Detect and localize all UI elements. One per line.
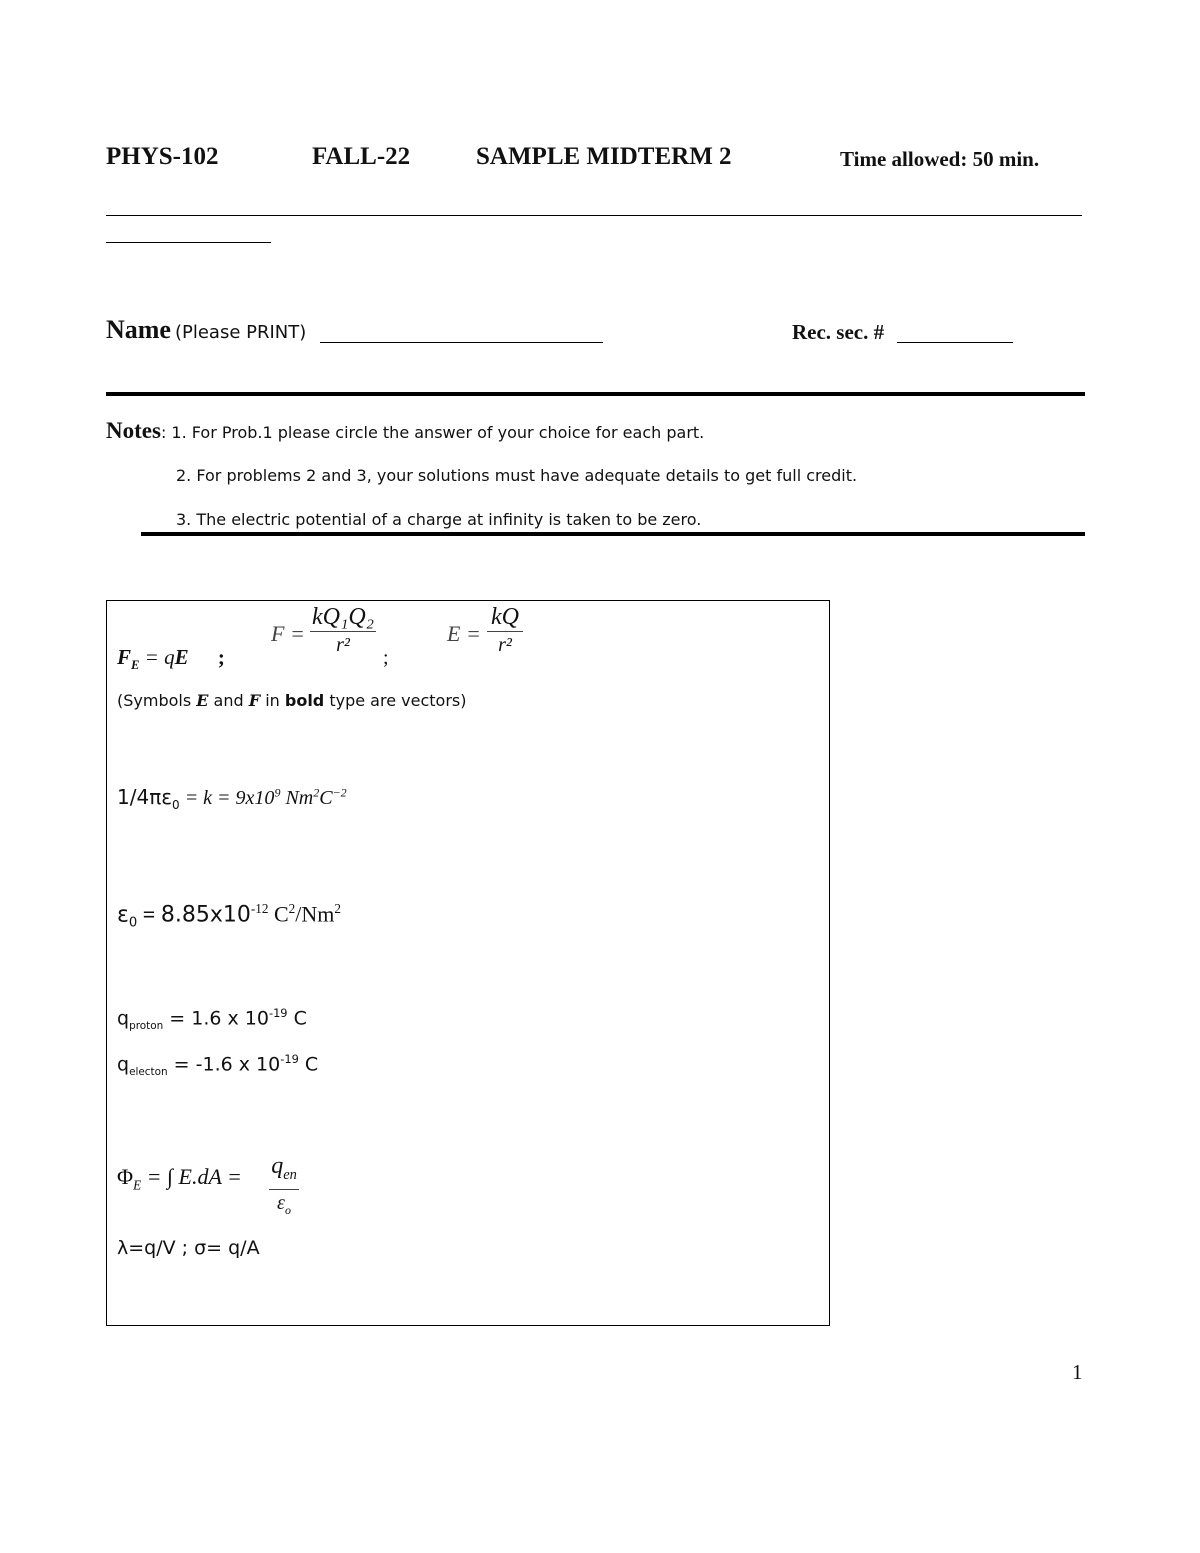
header-divider-short (106, 242, 271, 243)
notes-row-1: Notes: 1. For Prob.1 please circle the answer of your choice for each part. (106, 418, 705, 443)
name-hint: (Please PRINT) (174, 322, 307, 343)
formula-box (106, 600, 830, 1326)
note-3: 3. The electric potential of a charge at infinity is taken to be zero. (176, 510, 702, 529)
name-row (106, 315, 306, 345)
note-2: 2. For problems 2 and 3, your solutions must have adequate details to get full credit. (176, 466, 858, 485)
proton-charge: $q_{proton} = 1.6$ x $10^{-19}$ C (117, 1006, 307, 1033)
term: FALL-22 (312, 143, 411, 170)
separator: ; (383, 647, 389, 669)
field-fraction: kQ r² (487, 604, 523, 657)
coulomb-lhs: F = (271, 621, 305, 646)
page-number: 1 (1072, 1360, 1083, 1384)
time-allowed: Time allowed: 50 min. (840, 147, 1040, 171)
name-field[interactable] (320, 342, 603, 343)
coulomb-fraction: kQ₁Q₂ r² (311, 604, 374, 656)
coulomb-constant: $1/4\pi\varepsilon_0 = k = 9x10^9$ $Nm^2C^{-2}$ (117, 785, 347, 812)
field-lhs: E = (447, 621, 481, 646)
gauss-law-fraction: $q_{en}$ $\varepsilon_o$ (269, 1153, 299, 1222)
course-code: PHYS-102 (106, 143, 219, 170)
rec-sec-label: Rec. sec. # (792, 320, 885, 344)
force-field-eq: $F_E$ = qE ; (117, 645, 225, 673)
thick-divider (106, 392, 1085, 396)
vector-note: (Symbols E and F in bold type are vectors) (117, 691, 467, 710)
header-divider (106, 215, 1082, 216)
gauss-law-lhs: $\Phi_E$ = ∫ E.dA = (117, 1164, 242, 1193)
rec-sec-field[interactable] (897, 342, 1013, 343)
note-1: 1. For Prob.1 please circle the answer of your choice for each part. (171, 423, 705, 442)
permittivity: $\varepsilon_0 = 8.85x10^{-12}$ $C^2/Nm^2$ (117, 901, 341, 931)
electron-charge: $q_{electon} = -1.6$ x $10^{-19}$ C (117, 1052, 319, 1079)
charge-densities: λ=q/V ; σ= q/A (117, 1237, 260, 1259)
name-label: Name (106, 315, 171, 344)
notes-divider (141, 532, 1085, 536)
notes-label: Notes (106, 418, 161, 443)
exam-title: SAMPLE MIDTERM 2 (476, 143, 732, 170)
